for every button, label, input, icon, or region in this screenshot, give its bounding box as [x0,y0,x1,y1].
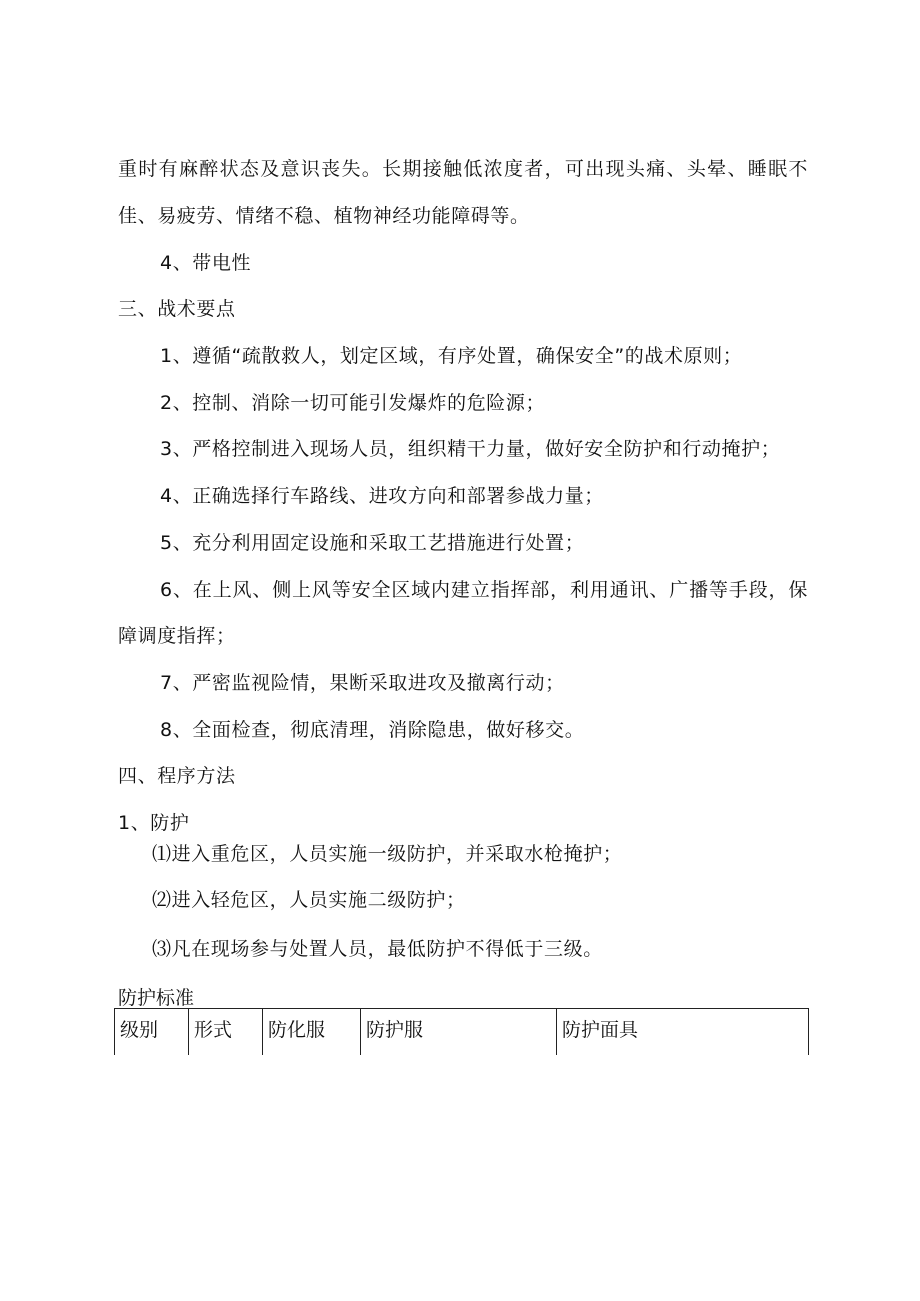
table-header-cell: 防护面具 [557,1009,809,1056]
tactic-item: 6、在上风、侧上风等安全区域内建立指挥部，利用通讯、广播等手段，保 [160,579,808,601]
protection-item: ⑵进入轻危区，人员实施二级防护； [152,889,466,911]
section-4-title: 四、程序方法 [118,765,236,787]
table-header-row [115,1009,809,1056]
tactic-item: 5、充分利用固定设施和采取工艺措施进行处置； [160,532,585,554]
table-header-cell: 形式 [189,1009,263,1056]
subsection-1-title: 1、防护 [118,812,190,834]
table-caption: 防护标准 [118,987,195,1009]
protection-item: ⑶凡在现场参与处置人员，最低防护不得低于三级。 [152,938,603,960]
table-header-cell: 级别 [115,1009,189,1056]
tactic-item: 4、正确选择行车路线、进攻方向和部署参战力量； [160,485,604,507]
tactic-item: 3、严格控制进入现场人员，组织精干力量，做好安全防护和行动掩护； [160,438,781,460]
tactic-item: 1、遵循“疏散救人，划定区域，有序处置，确保安全”的战术原则； [160,345,743,367]
protection-standard-table [114,1008,809,1055]
tactic-item: 8、全面检查，彻底清理，消除隐患，做好移交。 [160,719,585,741]
protection-item: ⑴进入重危区，人员实施一级防护，并采取水枪掩护； [152,843,623,865]
paragraph-continuation-line-2: 佳、易疲劳、情绪不稳、植物神经功能障碍等。 [118,205,530,227]
table-header-cell: 防化服 [263,1009,361,1056]
section-3-title: 三、战术要点 [118,298,236,320]
tactic-item: 7、严密监视险情，果断采取进攻及撤离行动； [160,672,565,694]
paragraph-continuation-line-1: 重时有麻醉状态及意识丧失。长期接触低浓度者，可出现头痛、头晕、睡眠不 [118,158,808,180]
item-4-heading: 4、带电性 [160,252,252,274]
table-header-cell: 防护服 [361,1009,557,1056]
tactic-item: 2、控制、消除一切可能引发爆炸的危险源； [160,392,546,414]
tactic-item-continuation: 障调度指挥； [118,625,236,647]
